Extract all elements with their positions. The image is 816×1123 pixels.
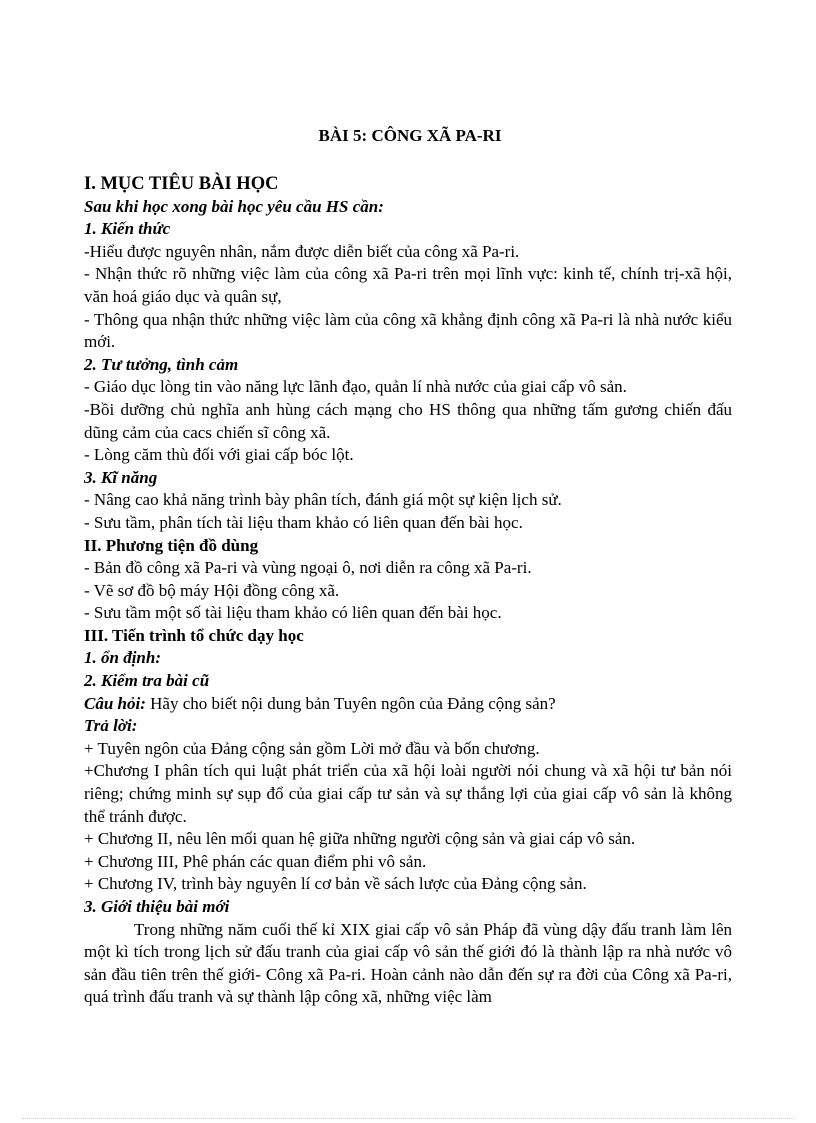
answer-line: + Tuyên ngôn của Đảng cộng sản gồm Lời mở đầu và bốn chương.	[84, 738, 540, 758]
section-1-heading: I. MỤC TIÊU BÀI HỌC	[84, 173, 279, 194]
answer-line: + Chương II, nêu lên mối quan hệ giữa những người cộng sản và giai cáp vô sản.	[84, 829, 636, 849]
stabilize-heading: 1. ổn định:	[84, 648, 161, 668]
new-lesson-paragraph: Trong những năm cuối thế kỉ XIX giai cấp vô sản Pháp đã vùng dậy đấu tranh làm lên một kì tích trong lịch sử đấu tranh của giai cấp vô sản thế giới đó là thành lập ra nhà nước vô sản đầu tiên trên thế giới- Công xã Pa-ri. Hoàn cảnh nào dẫn đến sự ra đời của Công xã Pa-ri, quá trình đấu tranh và sự thành lập công xã, những việc làm	[84, 919, 732, 1007]
skills-line: - Sưu tầm, phân tích tài liệu tham khảo có liên quan đến bài học.	[84, 512, 523, 532]
knowledge-line: - Thông qua nhận thức những việc làm của công xã khẳng định công xã Pa-ri là nhà nước kiểu mới.	[84, 309, 732, 352]
answer-line: + Chương IV, trình bày nguyên lí cơ bản về sách lược của Đảng cộng sản.	[84, 874, 587, 894]
skills-heading: 3. Kĩ năng	[84, 467, 158, 487]
knowledge-heading: 1. Kiến thức	[84, 219, 171, 239]
answer-label: Trả lời:	[84, 716, 138, 736]
answer-line: + Chương III, Phê phán các quan điểm phi vô sản.	[84, 851, 427, 871]
lesson-title: BÀI 5: CÔNG XÃ PA-RI	[318, 126, 502, 145]
review-heading: 2. Kiểm tra bài cũ	[84, 671, 210, 691]
attitude-heading: 2. Tư tưởng, tình cảm	[84, 354, 239, 374]
page-bottom-divider	[22, 1118, 794, 1119]
question-label: Câu hỏi:	[84, 693, 146, 713]
knowledge-line: -Hiểu được nguyên nhân, nắm được diễn biết của công xã Pa-ri.	[84, 241, 520, 261]
new-lesson-heading: 3. Giới thiệu bài mới	[84, 897, 230, 916]
section-2-heading: II. Phương tiện đồ dùng	[84, 535, 259, 555]
attitude-line: - Giáo dục lòng tin vào năng lực lãnh đạo, quản lí nhà nước của giai cấp vô sản.	[84, 377, 627, 397]
attitude-line: - Lòng căm thù đối với giai cấp bóc lột.	[84, 445, 354, 465]
section-3-heading: III. Tiến trình tổ chức dạy học	[84, 625, 304, 645]
review-question	[84, 693, 732, 716]
knowledge-line: - Nhận thức rõ những việc làm của công xã Pa-ri trên mọi lĩnh vực: kinh tế, chính trị-xã hội, văn hoá giáo dục và quân sự,	[84, 264, 732, 306]
materials-line: - Sưu tầm một số tài liệu tham khảo có liên quan đến bài học.	[84, 603, 502, 623]
materials-line: - Vẽ sơ đồ bộ máy Hội đồng công xã.	[84, 580, 340, 600]
materials-line: - Bản đồ công xã Pa-ri và vùng ngoại ô, nơi diễn ra công xã Pa-ri.	[84, 558, 532, 578]
skills-line: - Nâng cao khả năng trình bày phân tích, đánh giá một sự kiện lịch sử.	[84, 490, 562, 510]
question-text: Hãy cho biết nội dung bản Tuyên ngôn của Đảng cộng sản?	[145, 693, 556, 713]
attitude-line: -Bồi dưỡng chủ nghĩa anh hùng cách mạng cho HS thông qua những tấm gương chiến đấu dũng cảm của cacs chiến sĩ công xã.	[84, 399, 732, 442]
document-page	[84, 125, 732, 1009]
section-1-intro: Sau khi học xong bài học yêu cầu HS cần:	[84, 196, 384, 216]
answer-line: +Chương I phân tích qui luật phát triển của xã hội loài người nói chung và xã hội tư bản nói riêng; chứng minh sự sụp đổ của giai cấp tư sản và sự thắng lợi của giai cấp vô sản là không thể tránh được.	[84, 761, 732, 826]
